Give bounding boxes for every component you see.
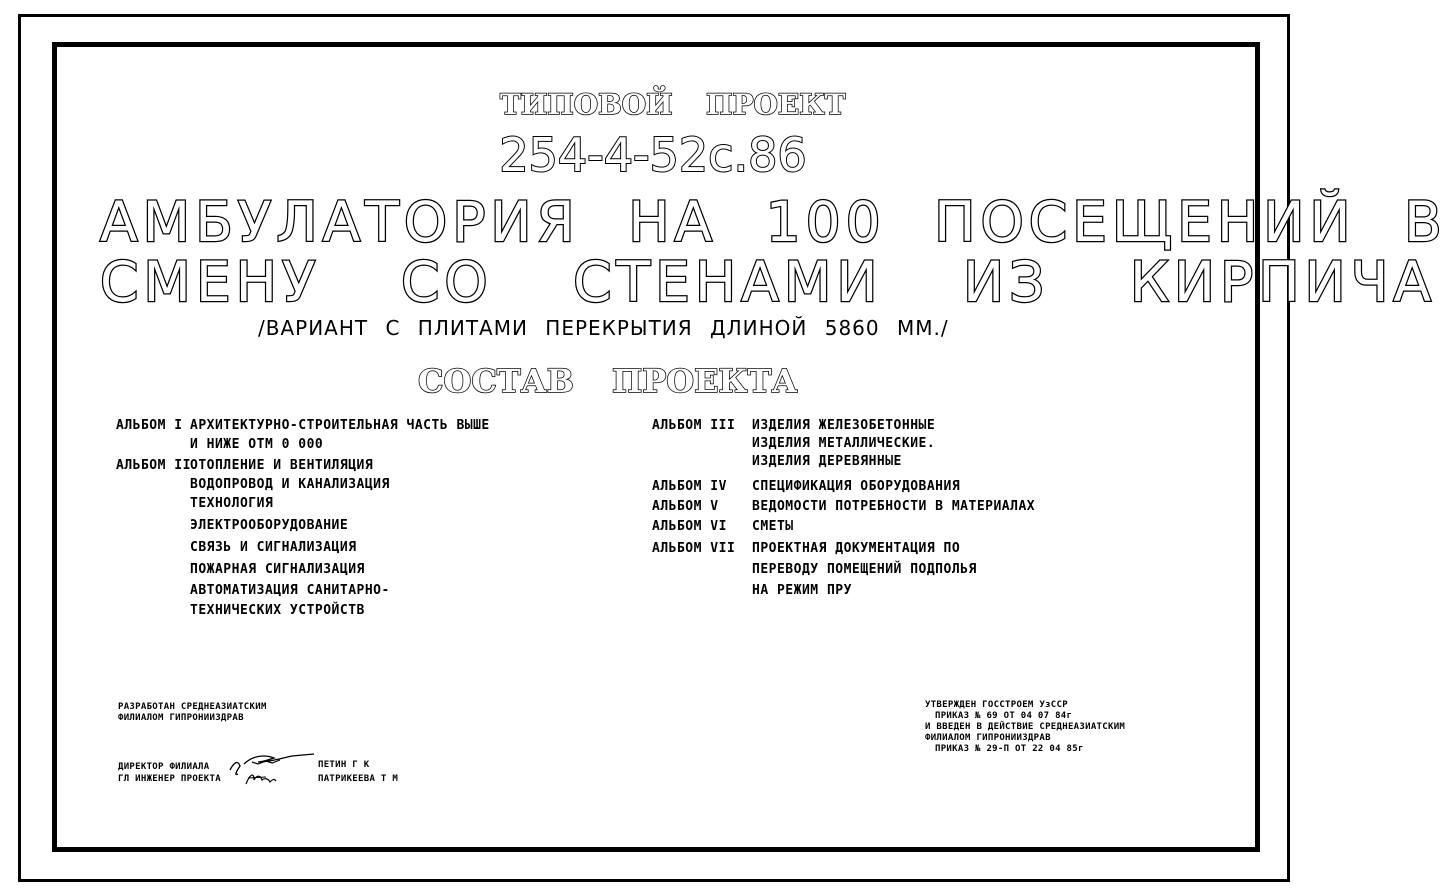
album-label: АЛЬБОМ II — [116, 458, 191, 473]
album-item: НА РЕЖИМ ПРУ — [752, 583, 852, 598]
chief-engineer-name: ПАТРИКЕЕВА Т М — [318, 774, 399, 784]
composition-heading-left: СОСТАВ — [418, 362, 574, 400]
album-item: ТЕХНОЛОГИЯ — [190, 496, 274, 511]
developer-line-1: РАЗРАБОТАН СРЕДНЕАЗИАТСКИМ — [118, 702, 267, 712]
album-label: АЛЬБОМ III — [652, 418, 736, 433]
title-line-1: АМБУЛАТОРИЯ НА 100 ПОСЕЩЕНИЙ В — [100, 190, 1447, 254]
album-item: ОТОПЛЕНИЕ И ВЕНТИЛЯЦИЯ — [190, 458, 374, 473]
album-item: ВЕДОМОСТИ ПОТРЕБНОСТИ В МАТЕРИАЛАХ — [752, 499, 1036, 514]
album-item: ИЗДЕЛИЯ МЕТАЛЛИЧЕСКИЕ. — [752, 436, 936, 451]
approval-line-5: ПРИКАЗ № 29-П ОТ 22 04 85г — [935, 744, 1084, 754]
album-item: ТЕХНИЧЕСКИХ УСТРОЙСТВ — [190, 603, 365, 618]
approval-line-3: И ВВЕДЕН В ДЕЙСТВИЕ СРЕДНЕАЗИАТСКИМ — [925, 722, 1126, 732]
chief-engineer-role: ГЛ ИНЖЕНЕР ПРОЕКТА — [118, 774, 221, 784]
album-label: АЛЬБОМ I — [116, 418, 183, 433]
composition-heading-right: ПРОЕКТА — [612, 362, 798, 400]
album-label: АЛЬБОМ VI — [652, 519, 727, 534]
album-item: АВТОМАТИЗАЦИЯ САНИТАРНО- — [190, 583, 390, 598]
album-item: ПОЖАРНАЯ СИГНАЛИЗАЦИЯ — [190, 562, 365, 577]
album-item: СПЕЦИФИКАЦИЯ ОБОРУДОВАНИЯ — [752, 479, 961, 494]
album-item: ИЗДЕЛИЯ ДЕРЕВЯННЫЕ — [752, 454, 902, 469]
album-item: И НИЖЕ ОТМ 0 000 — [190, 437, 324, 452]
header-typical: ТИПОВОЙ — [500, 88, 673, 121]
project-number: 254-4-52с.86 — [499, 128, 807, 182]
developer-line-2: ФИЛИАЛОМ ГИПРОНИИЗДРАВ — [118, 713, 244, 723]
album-label: АЛЬБОМ V — [652, 499, 719, 514]
handwritten-signatures — [224, 748, 320, 790]
director-role: ДИРЕКТОР ФИЛИАЛА — [118, 762, 210, 772]
title-line-2: СМЕНУ СО СТЕНАМИ ИЗ КИРПИЧА — [100, 250, 1437, 314]
album-item: ИЗДЕЛИЯ ЖЕЛЕЗОБЕТОННЫЕ — [752, 418, 936, 433]
album-label: АЛЬБОМ VII — [652, 541, 736, 556]
subtitle: /ВАРИАНТ С ПЛИТАМИ ПЕРЕКРЫТИЯ ДЛИНОЙ 5860 ММ./ — [258, 316, 949, 340]
approval-line-2: ПРИКАЗ № 69 ОТ 04 07 84г — [935, 711, 1073, 721]
album-item: ВОДОПРОВОД И КАНАЛИЗАЦИЯ — [190, 477, 390, 492]
album-item: ЭЛЕКТРООБОРУДОВАНИЕ — [190, 518, 349, 533]
album-item: ПЕРЕВОДУ ПОМЕЩЕНИЙ ПОДПОЛЬЯ — [752, 562, 977, 577]
approval-line-1: УТВЕРЖДЕН ГОССТРОЕМ УзССР — [925, 700, 1068, 710]
approval-line-4: ФИЛИАЛОМ ГИПРОНИИЗДРАВ — [925, 733, 1051, 743]
album-item: СВЯЗЬ И СИГНАЛИЗАЦИЯ — [190, 540, 357, 555]
director-name: ПЕТИН Г К — [318, 760, 370, 770]
header-project: ПРОЕКТ — [706, 88, 846, 121]
album-item: АРХИТЕКТУРНО-СТРОИТЕЛЬНАЯ ЧАСТЬ ВЫШЕ — [190, 418, 490, 433]
album-item: СМЕТЫ — [752, 519, 794, 534]
album-label: АЛЬБОМ IV — [652, 479, 727, 494]
album-item: ПРОЕКТНАЯ ДОКУМЕНТАЦИЯ ПО — [752, 541, 961, 556]
